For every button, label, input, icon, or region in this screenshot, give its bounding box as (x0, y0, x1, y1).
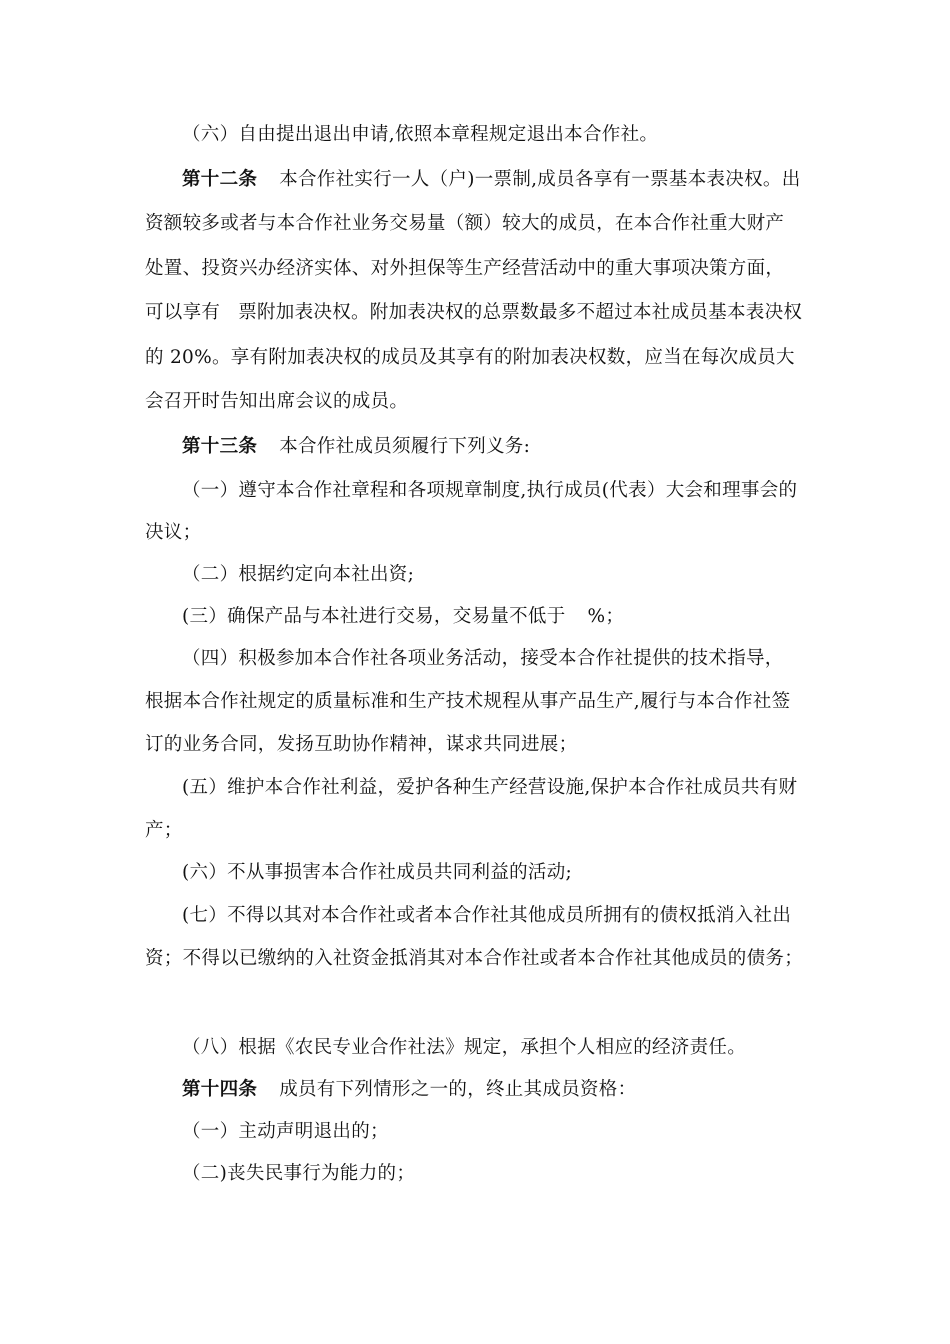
text: （一）主动声明退出的； (182, 1121, 389, 1142)
paragraph-line (182, 1120, 817, 1144)
article-12-heading: 第十二条 (182, 169, 258, 190)
paragraph-line (145, 690, 817, 714)
paragraph-line (145, 947, 817, 971)
text: 可以享有 (145, 302, 221, 323)
text: 处置、投资兴办经济实体、对外担保等生产经营活动中的重大事项决策方面， (145, 258, 785, 279)
paragraph-line (145, 212, 817, 236)
article-14-line-1 (182, 1078, 817, 1102)
article-13-heading: 第十三条 (182, 436, 258, 457)
text: 本合作社成员须履行下列义务: (279, 436, 531, 457)
text: 资；不得以已缴纳的入社资金抵消其对本合作社或者本合作社其他成员的债务； (145, 948, 804, 969)
text: (六）不从事损害本合作社成员共同利益的活动; (182, 862, 573, 883)
paragraph-line (145, 346, 817, 370)
paragraph-line (182, 647, 817, 671)
article-13-line-1 (182, 435, 817, 459)
paragraph-line (182, 123, 817, 147)
paragraph-line (182, 1036, 817, 1060)
text: （八）根据《农民专业合作社法》规定，承担个人相应的经济责任。 (182, 1037, 747, 1058)
paragraph-line (145, 733, 817, 757)
text: （六）自由提出退出申请,依照本章程规定退出本合作社。 (182, 124, 659, 145)
paragraph-line (145, 257, 817, 281)
text: 资额较多或者与本合作社业务交易量（额）较大的成员，在本合作社重大财产 (145, 213, 785, 234)
text: 成员有下列情形之一的，终止其成员资格： (279, 1079, 637, 1100)
text: (五）维护本合作社利益，爱护各种生产经营设施,保护本合作社成员共有财 (182, 777, 798, 798)
text: （四）积极参加本合作社各项业务活动，接受本合作社提供的技术指导， (182, 648, 784, 669)
paragraph-line (145, 301, 817, 325)
text: 会召开时告知出席会议的成员。 (145, 391, 409, 412)
text: 决议； (145, 522, 202, 543)
paragraph-line (182, 605, 817, 629)
article-12-line-1 (182, 168, 817, 192)
article-14-heading: 第十四条 (182, 1079, 258, 1100)
text: (三）确保产品与本社进行交易，交易量不低于 (182, 606, 566, 627)
text: （一）遵守本合作社章程和各项规章制度,执行成员(代表）大会和理事会的 (182, 480, 798, 501)
text: %； (587, 606, 625, 627)
text: 的 20%。享有附加表决权的成员及其享有的附加表决权数，应当在每次成员大 (145, 347, 795, 368)
text: 本合作社实行一人（户)一票制,成员各享有一票基本表决权。出 (279, 169, 801, 190)
text: (七）不得以其对本合作社或者本合作社其他成员所拥有的债权抵消入社出 (182, 905, 792, 926)
paragraph-line (145, 819, 817, 843)
paragraph-line (182, 1162, 817, 1186)
text: （二）根据约定向本社出资; (182, 564, 415, 585)
text: 产； (145, 820, 183, 841)
text: （二)丧失民事行为能力的； (182, 1163, 416, 1184)
paragraph-line (182, 776, 817, 800)
text: 订的业务合同，发扬互助协作精神，谋求共同进展； (145, 734, 578, 755)
paragraph-line (182, 861, 817, 885)
text: 票附加表决权。附加表决权的总票数最多不超过本社成员基本表决权 (238, 302, 803, 323)
paragraph-line (145, 521, 817, 545)
text: 根据本合作社规定的质量标准和生产技术规程从事产品生产,履行与本合作社签 (145, 691, 791, 712)
paragraph-line (182, 904, 817, 928)
paragraph-line (182, 563, 817, 587)
paragraph-line (145, 390, 817, 414)
paragraph-line (182, 479, 817, 503)
